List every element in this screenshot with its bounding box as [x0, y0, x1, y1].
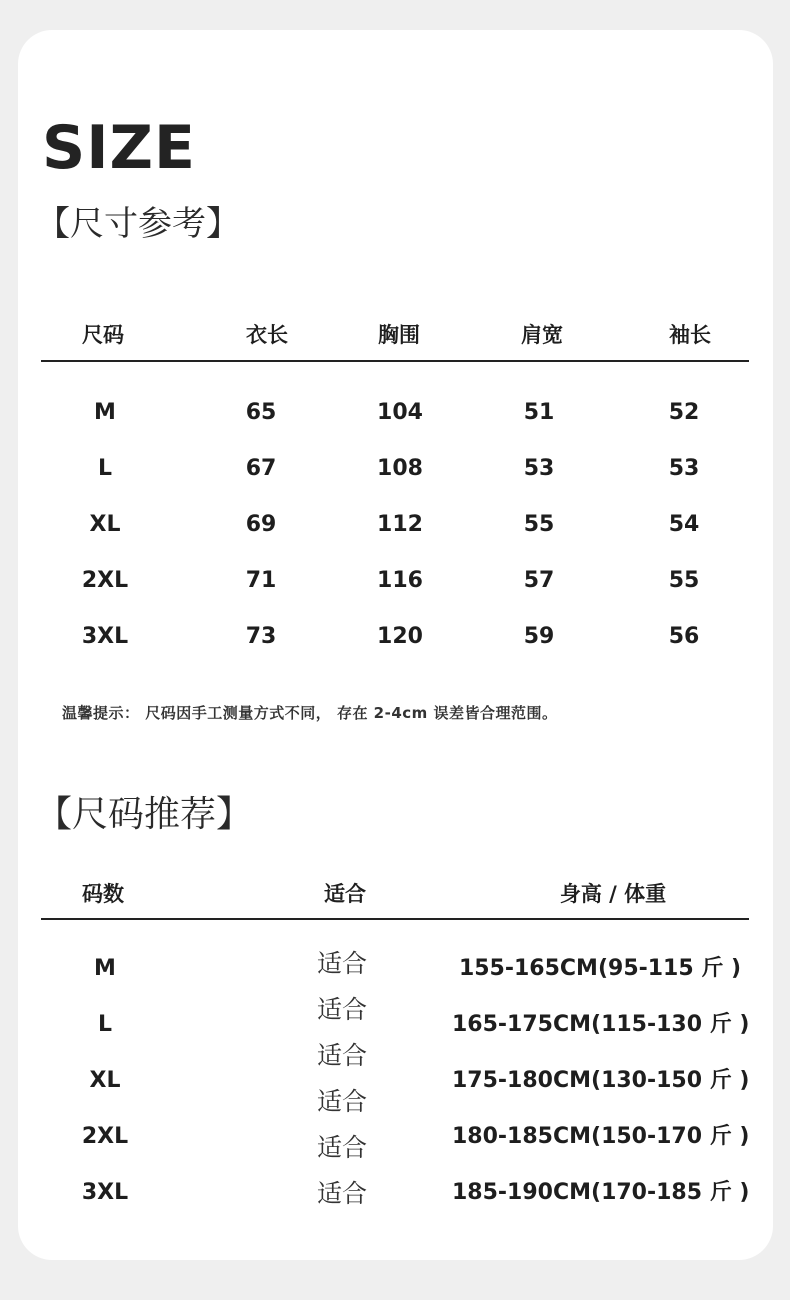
length-cell: 67 — [245, 456, 277, 481]
shoulder-cell: 51 — [523, 400, 555, 425]
fit-cell: 适合 — [317, 949, 368, 978]
sleeve-cell: 56 — [668, 624, 700, 649]
length-cell: 73 — [245, 624, 277, 649]
column-header: 胸围 — [378, 323, 420, 347]
size-reference-heading: 【尺寸参考】 — [36, 204, 240, 244]
column-header: 袖长 — [669, 323, 711, 347]
length-cell: 71 — [245, 568, 277, 593]
height-weight-cell: 165-175CM(115-130 斤 ) — [452, 1012, 750, 1037]
size-cell: M — [94, 956, 116, 981]
sleeve-cell: 52 — [668, 400, 700, 425]
fit-cell: 适合 — [317, 995, 368, 1024]
column-header: 适合 — [324, 882, 366, 906]
shoulder-cell: 55 — [523, 512, 555, 537]
shoulder-cell: 59 — [523, 624, 555, 649]
size-cell: M — [94, 400, 116, 425]
measurement-note: 温馨提示： 尺码因手工测量方式不同， 存在 2-4cm 误差皆合理范围。 — [62, 704, 558, 722]
fit-cell: 适合 — [317, 1041, 368, 1070]
height-weight-cell: 155-165CM(95-115 斤 ) — [458, 956, 742, 981]
sleeve-cell: 55 — [668, 568, 700, 593]
height-weight-cell: 185-190CM(170-185 斤 ) — [452, 1180, 750, 1205]
chest-cell: 116 — [377, 568, 423, 593]
size-cell: L — [97, 456, 113, 481]
table-divider — [41, 360, 749, 362]
column-header: 码数 — [82, 882, 124, 906]
size-cell: XL — [89, 1068, 121, 1093]
length-cell: 69 — [245, 512, 277, 537]
fit-cell: 适合 — [317, 1179, 368, 1208]
chest-cell: 108 — [377, 456, 423, 481]
length-cell: 65 — [245, 400, 277, 425]
shoulder-cell: 53 — [523, 456, 555, 481]
fit-cell: 适合 — [317, 1087, 368, 1116]
fit-cell: 适合 — [317, 1133, 368, 1162]
size-cell: 3XL — [81, 1180, 129, 1205]
height-weight-cell: 175-180CM(130-150 斤 ) — [452, 1068, 750, 1093]
size-cell: L — [97, 1012, 113, 1037]
size-cell: XL — [89, 512, 121, 537]
column-header: 肩宽 — [521, 323, 563, 347]
size-cell: 2XL — [81, 568, 129, 593]
chest-cell: 112 — [377, 512, 423, 537]
size-cell: 2XL — [81, 1124, 129, 1149]
sleeve-cell: 53 — [668, 456, 700, 481]
column-header: 身高 / 体重 — [559, 882, 667, 906]
column-header: 衣长 — [246, 323, 288, 347]
chest-cell: 120 — [377, 624, 423, 649]
table-divider — [41, 918, 749, 920]
page-title: SIZE — [42, 113, 197, 183]
height-weight-cell: 180-185CM(150-170 斤 ) — [452, 1124, 750, 1149]
column-header: 尺码 — [82, 323, 124, 347]
shoulder-cell: 57 — [523, 568, 555, 593]
size-recommendation-heading: 【尺码推荐】 — [36, 794, 253, 835]
sleeve-cell: 54 — [668, 512, 700, 537]
size-cell: 3XL — [81, 624, 129, 649]
chest-cell: 104 — [377, 400, 423, 425]
